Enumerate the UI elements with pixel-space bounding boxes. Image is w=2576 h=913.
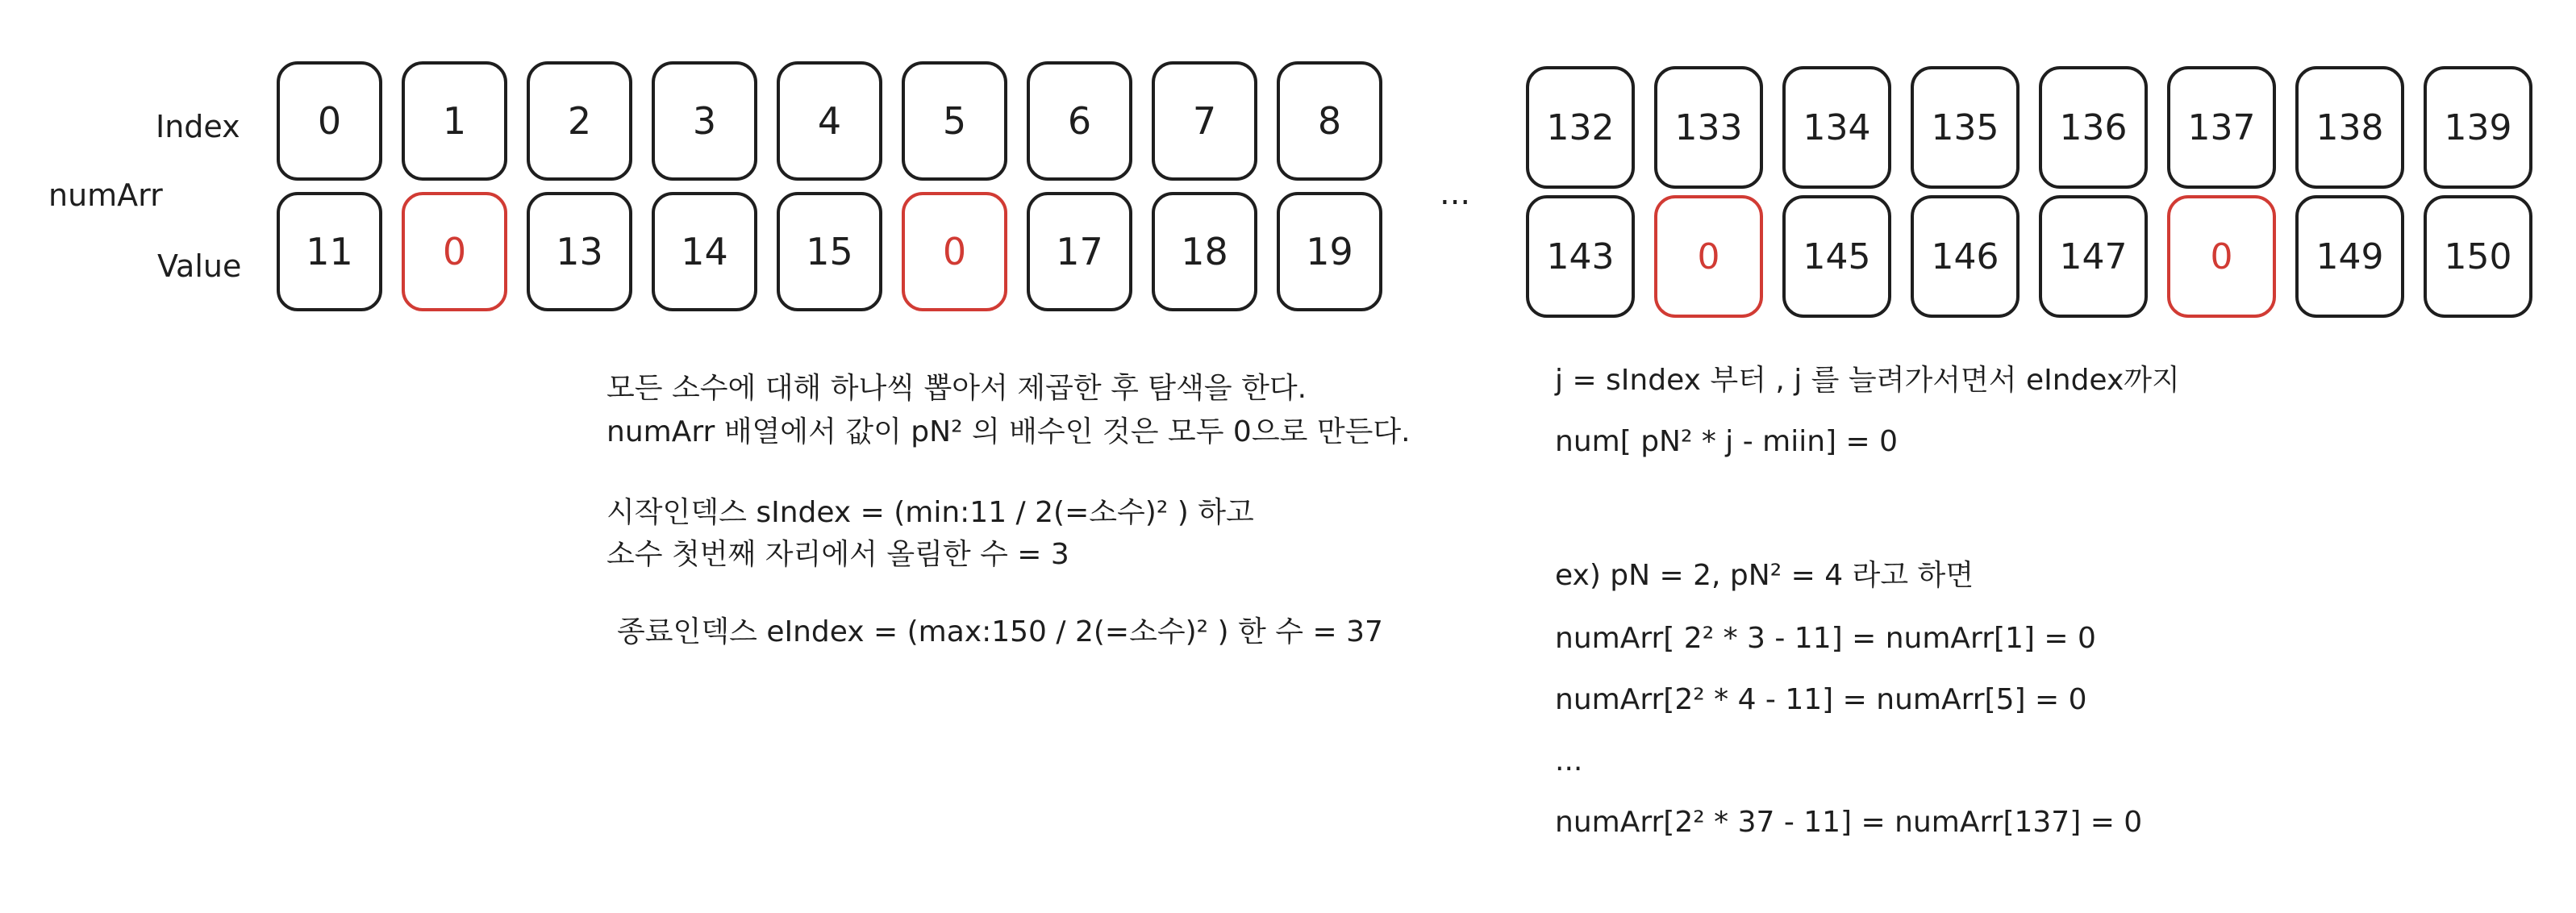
index-cell: 134 (1782, 66, 1891, 189)
note-start-index: 시작인덱스 sIndex = (min:11 / 2(=소수)² ) 하고 (606, 496, 1254, 529)
index-cell: 8 (1277, 61, 1382, 181)
value-cell-zeroed: 0 (2167, 195, 2276, 318)
note-loop-range: j = sIndex 부터 , j 를 늘려가서면서 eIndex까지 (1555, 364, 2180, 397)
note-example-step-last: numArr[2² * 37 - 11] = numArr[137] = 0 (1555, 806, 2143, 839)
index-cell: 0 (277, 61, 382, 181)
value-cell: 147 (2039, 195, 2148, 318)
right-index-row (1526, 66, 2532, 189)
value-cell: 143 (1526, 195, 1635, 318)
index-cell: 2 (527, 61, 632, 181)
index-cell: 137 (2167, 66, 2276, 189)
note-round-up: 소수 첫번째 자리에서 올림한 수 = 3 (606, 538, 1069, 571)
note-example-ellipsis: ... (1555, 744, 1583, 778)
index-row-label: Index (156, 109, 240, 144)
index-cell: 139 (2424, 66, 2532, 189)
note-end-index: 종료인덱스 eIndex = (max:150 / 2(=소수)² ) 한 수 = 37 (617, 615, 1383, 648)
value-cell: 14 (652, 192, 757, 311)
value-cell-zeroed: 0 (1654, 195, 1763, 318)
note-zero-formula: num[ pN² * j - miin] = 0 (1555, 425, 1899, 458)
index-cell: 133 (1654, 66, 1763, 189)
value-cell: 145 (1782, 195, 1891, 318)
value-row-label: Value (157, 248, 242, 284)
value-cell: 146 (1911, 195, 2020, 318)
index-cell: 6 (1027, 61, 1132, 181)
note-example-step-2: numArr[2² * 4 - 11] = numArr[5] = 0 (1555, 683, 2087, 716)
value-cell-zeroed: 0 (902, 192, 1007, 311)
note-example-header: ex) pN = 2, pN² = 4 라고 하면 (1555, 559, 1974, 592)
value-cell: 15 (777, 192, 882, 311)
index-cell: 7 (1152, 61, 1257, 181)
value-cell-zeroed: 0 (402, 192, 507, 311)
value-cell: 17 (1027, 192, 1132, 311)
index-cell: 4 (777, 61, 882, 181)
value-cell: 19 (1277, 192, 1382, 311)
value-cell: 149 (2295, 195, 2404, 318)
right-value-row (1526, 195, 2532, 318)
index-cell: 3 (652, 61, 757, 181)
index-cell: 138 (2295, 66, 2404, 189)
value-cell: 11 (277, 192, 382, 311)
note-zero-multiples: numArr 배열에서 값이 pN² 의 배수인 것은 모두 0으로 만든다. (606, 415, 1411, 448)
index-cell: 135 (1911, 66, 2020, 189)
index-cell: 1 (402, 61, 507, 181)
value-cell: 13 (527, 192, 632, 311)
note-square-primes: 모든 소수에 대해 하나씩 뽑아서 제곱한 후 탐색을 한다. (606, 372, 1307, 405)
index-cell: 5 (902, 61, 1007, 181)
note-example-step-1: numArr[ 2² * 3 - 11] = numArr[1] = 0 (1555, 622, 2096, 655)
index-cell: 132 (1526, 66, 1635, 189)
value-cell: 18 (1152, 192, 1257, 311)
left-value-row (277, 192, 1382, 311)
value-cell: 150 (2424, 195, 2532, 318)
array-gap-ellipsis: ... (1440, 175, 1471, 212)
left-index-row (277, 61, 1382, 181)
array-name-label: numArr (48, 177, 163, 213)
index-cell: 136 (2039, 66, 2148, 189)
